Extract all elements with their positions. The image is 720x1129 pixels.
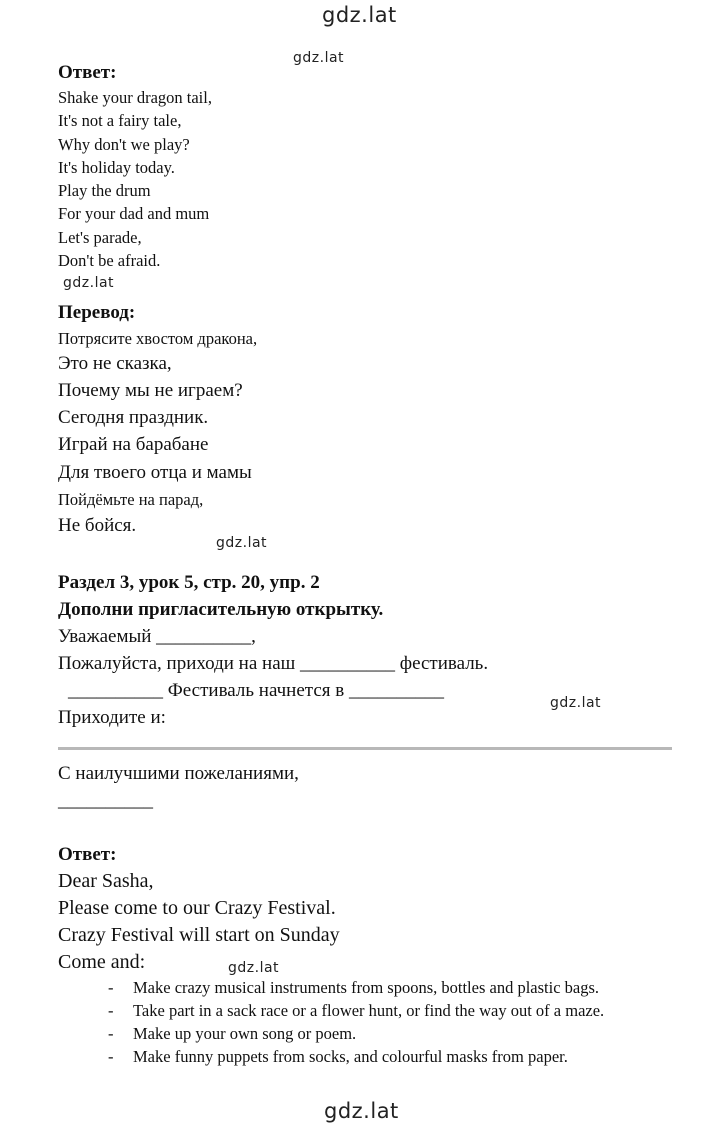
poem-line: Let's parade, [58, 228, 142, 247]
closing-line: С наилучшими пожеланиями, [58, 763, 299, 784]
invitation-line: Приходите и: [58, 707, 166, 728]
poem-line: Shake your dragon tail, [58, 88, 212, 107]
answer-heading: Ответ: [58, 62, 117, 83]
task-title: Раздел 3, урок 5, стр. 20, упр. 2 [58, 572, 320, 593]
list-dash: - [108, 1024, 114, 1043]
poem-line: Why don't we play? [58, 135, 190, 154]
divider [58, 747, 672, 750]
translation-line: Это не сказка, [58, 353, 172, 374]
letter-line: Dear Sasha, [58, 870, 154, 892]
list-dash: - [108, 978, 114, 997]
translation-line: Не бойся. [58, 515, 137, 536]
translation-line: Для твоего отца и мамы [58, 462, 252, 483]
poem-line: It's not a fairy tale, [58, 111, 182, 130]
signature-line: __________ [58, 790, 153, 811]
poem-line: For your dad and mum [58, 204, 210, 223]
letter-line: Come and: [58, 951, 146, 973]
list-item-text: Make up your own song or poem. [133, 1024, 357, 1043]
translation-line: Пойдёмьте на парад, [58, 490, 204, 509]
translation-line: Играй на барабане [58, 434, 209, 455]
list-dash: - [108, 1047, 114, 1066]
invitation-line: Пожалуйста, приходи на наш __________ фестиваль. [58, 653, 489, 674]
watermark: gdz.lat [293, 50, 345, 66]
watermark-bottom: gdz.lat [324, 1099, 399, 1123]
translation-line: Сегодня праздник. [58, 407, 209, 428]
watermark: gdz.lat [228, 960, 280, 976]
poem-line: Play the drum [58, 181, 151, 200]
invitation-line: Уважаемый __________, [58, 626, 256, 647]
list-dash: - [108, 1001, 114, 1020]
translation-line: Почему мы не играем? [58, 380, 243, 401]
letter-line: Please come to our Crazy Festival. [58, 897, 336, 919]
watermark: gdz.lat [216, 535, 268, 551]
task-subtitle: Дополни пригласительную открытку. [58, 599, 384, 620]
answer-heading: Ответ: [58, 844, 117, 865]
watermark-top: gdz.lat [322, 3, 397, 27]
poem-line: It's holiday today. [58, 158, 175, 177]
watermark: gdz.lat [63, 275, 115, 291]
translation-heading: Перевод: [58, 302, 136, 323]
translation-line: Потрясите хвостом дракона, [58, 329, 258, 348]
list-item-text: Make crazy musical instruments from spoons, bottles and plastic bags. [133, 978, 600, 997]
invitation-line: __________ Фестиваль начнется в __________ [68, 680, 444, 701]
poem-line: Don't be afraid. [58, 251, 161, 270]
list-item-text: Take part in a sack race or a flower hunt, or find the way out of a maze. [133, 1001, 605, 1020]
list-item-text: Make funny puppets from socks, and colourful masks from paper. [133, 1047, 568, 1066]
letter-line: Crazy Festival will start on Sunday [58, 924, 340, 946]
watermark: gdz.lat [550, 695, 602, 711]
